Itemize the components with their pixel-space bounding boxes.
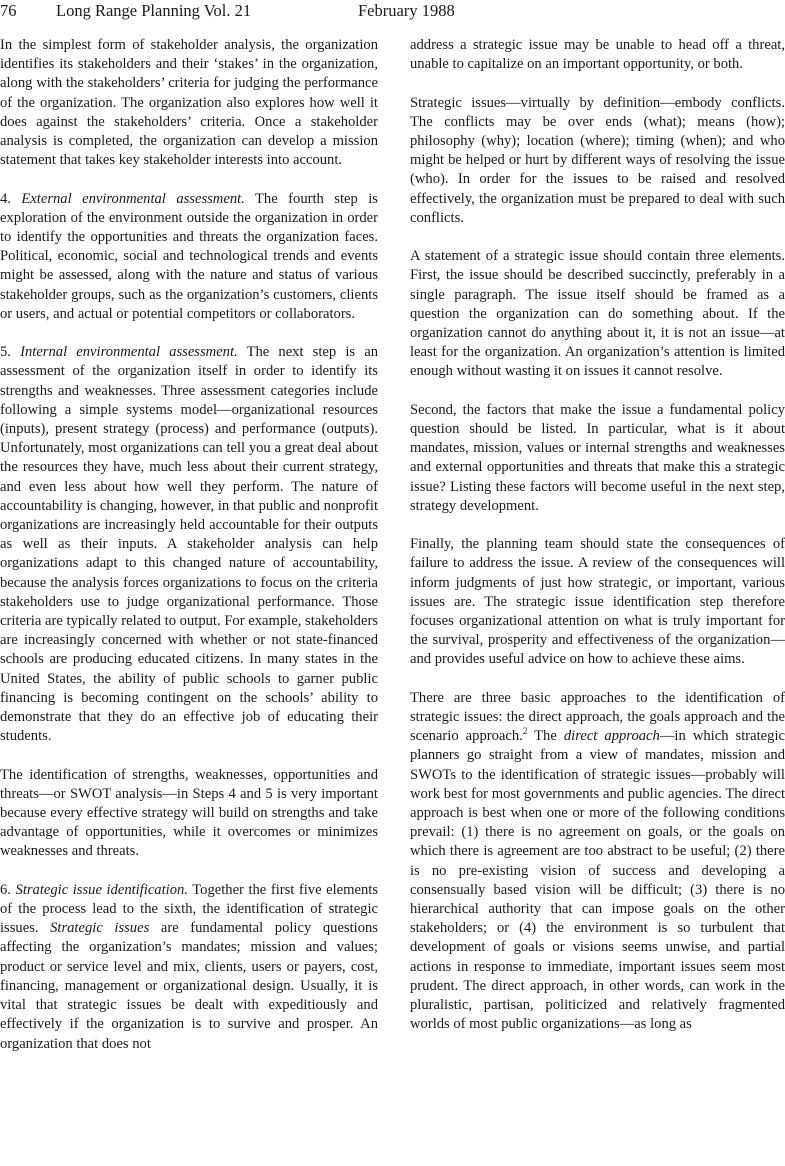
paragraph-text: —in which strategic planners go straight from a view of mandates, mission and SWOTs to the identification of strategic issues—probably will work best for most governments and public agencies. The direct approach is best when one or more of the following conditions prevail: (1) there is no agreement on goals, or the goals on which there is agreement are too abstract to be useful; (2) there is no pre-existing vision of success and developing a consensually based vision will be difficult; (3) there is no hierarchical authority that can impose goals on the other stakeholders; or (4) the environment is so turbulent that development of goals or visions seems unwise, and partial actions in response to immediate, important issues seem most prudent. The direct approach, in other words, can work in the pluralistic, partisan, politicized and relatively fragmented worlds of most public organizations—as long as [410,728,785,1033]
paragraph-strategic-issue-identification [0,881,378,1054]
paragraph-continuation: address a strategic issue may be unable to head off a threat, unable to capitalize on an important opportunity, or both. [410,37,785,73]
paragraph-factors: Second, the factors that make the issue a fundamental policy question should be listed. In particular, what is it about mandates, mission, values or internal strengths and weaknesses and external opportunities and threats that make this a strategic issue? Listing these factors will become useful in the next step, strategy development. [410,401,785,514]
issue-date: February 1988 [358,1,455,20]
left-column [0,36,378,1073]
defined-term: Strategic issues [50,920,150,937]
defined-term: direct approach [563,728,660,745]
section-heading: Strategic issue identification. [15,881,188,898]
paragraph-consequences: Finally, the planning team should state the consequences of failure to address the issue. A review of the consequences will inform judgments of just how strategic, or important, various issues are. The strategic issue identification step therefore focuses organizational attention on what is truly important for the survival, prosperity and effectiveness of the organization—and provides useful advice on how to achieve these aims. [410,536,785,668]
paragraph-external-assessment [0,190,378,324]
section-heading: Internal environmental assessment. [20,344,238,361]
step-number: 4. [0,190,11,207]
paragraph-text: The [527,728,564,745]
paragraph-text: The fourth step is exploration of the environment outside the organization in order to identify the opportunities and threats the organization faces. Political, economic, social and technological trends and events might be assessed, along with the nature and status of various stakeholder groups, such as the organization’s customers, clients or users, and actual or potential competitors or collaborators. [0,190,378,322]
paragraph-approaches [410,689,785,1035]
footnote-marker: 2 [522,726,528,737]
page-number: 76 [0,1,17,20]
paragraph-text: are fundamental policy questions affecting the organization’s mandates; mission and values; product or service level and mix, clients, users or payers, cost, financing, management or organizational design. Usually, it is vital that strategic issues be dealt with expeditiously and effectively if the organization is to survive and prosper. An organization that does not [0,920,378,1052]
right-column [410,36,785,1054]
section-heading: External environmental assessment. [21,190,245,207]
paragraph-internal-assessment [0,343,378,746]
paragraph-issue-statement: A statement of a strategic issue should contain three elements. First, the issue should be described succinctly, preferably in a single paragraph. The issue itself should be framed as a question the organization can do something about. If the organization cannot do anything about it, it is not an issue—at least for the organization. An organization’s attention is limited enough without wasting it on issues it cannot resolve. [410,248,785,380]
paragraph-stakeholder-analysis: In the simplest form of stakeholder analysis, the organization identifies its stakeholders and their ‘stakes’ in the organization, along with the stakeholders’ criteria for judging the performance of the organization. The organization also explores how well it does against the stakeholders’ criteria. Once a stakeholder analysis is completed, the organization can develop a mission statement that takes key stakeholder interests into account. [0,37,378,169]
step-number: 5. [0,344,11,361]
paragraph-text: The next step is an assessment of the organization itself in order to identify its strengths and weaknesses. Three assessment categories include following a simple systems model—organizational resources (inputs), present strategy (process) and performance (outputs). Unfortunately, most organizations can tell you a great deal about the resources they have, much less about their current strategy, and even less about how well they perform. The nature of accountability is changing, however, in that public and nonprofit organizations are increasingly held accountable for their outputs as well as their inputs. A stakeholder analysis can help organizations adapt to this changed nature of accountability, because the analysis forces organizations to focus on the criteria stakeholders use to judge organizational performance. Those criteria are typically related to output. For example, stakeholders are increasingly concerned with whether or not state-financed schools are producing educated citizens. In many states in the United States, the ability of public schools to garner public financing is becoming contingent on the schools’ ability to demonstrate that they do an effective job of educating their students. [0,344,378,745]
journal-title: Long Range Planning Vol. 21 [56,1,252,20]
paragraph-conflicts: Strategic issues—virtually by definition—embody conflicts. The conflicts may be over ends (what); means (how); philosophy (why); location (where); timing (when); and who might be helped or hurt by different ways of resolving the issue (who). In order for the issues to be raised and resolved effectively, the organization must be prepared to deal with such conflicts. [410,94,785,226]
paragraph-text: Together the first five elements of the process lead to the sixth, the identification of strategic issues. [0,881,378,937]
paragraph-text: There are three basic approaches to the identification of strategic issues: the direct approach, the goals approach and the scenario approach. [410,689,785,745]
running-head [0,0,785,24]
step-number: 6. [0,881,11,898]
paragraph-swot: The identification of strengths, weaknesses, opportunities and threats—or SWOT analysis—in Steps 4 and 5 is very important because every effective strategy will build on strengths and take advantage of opportunities, while it overcomes or minimizes weaknesses and threats. [0,766,378,860]
